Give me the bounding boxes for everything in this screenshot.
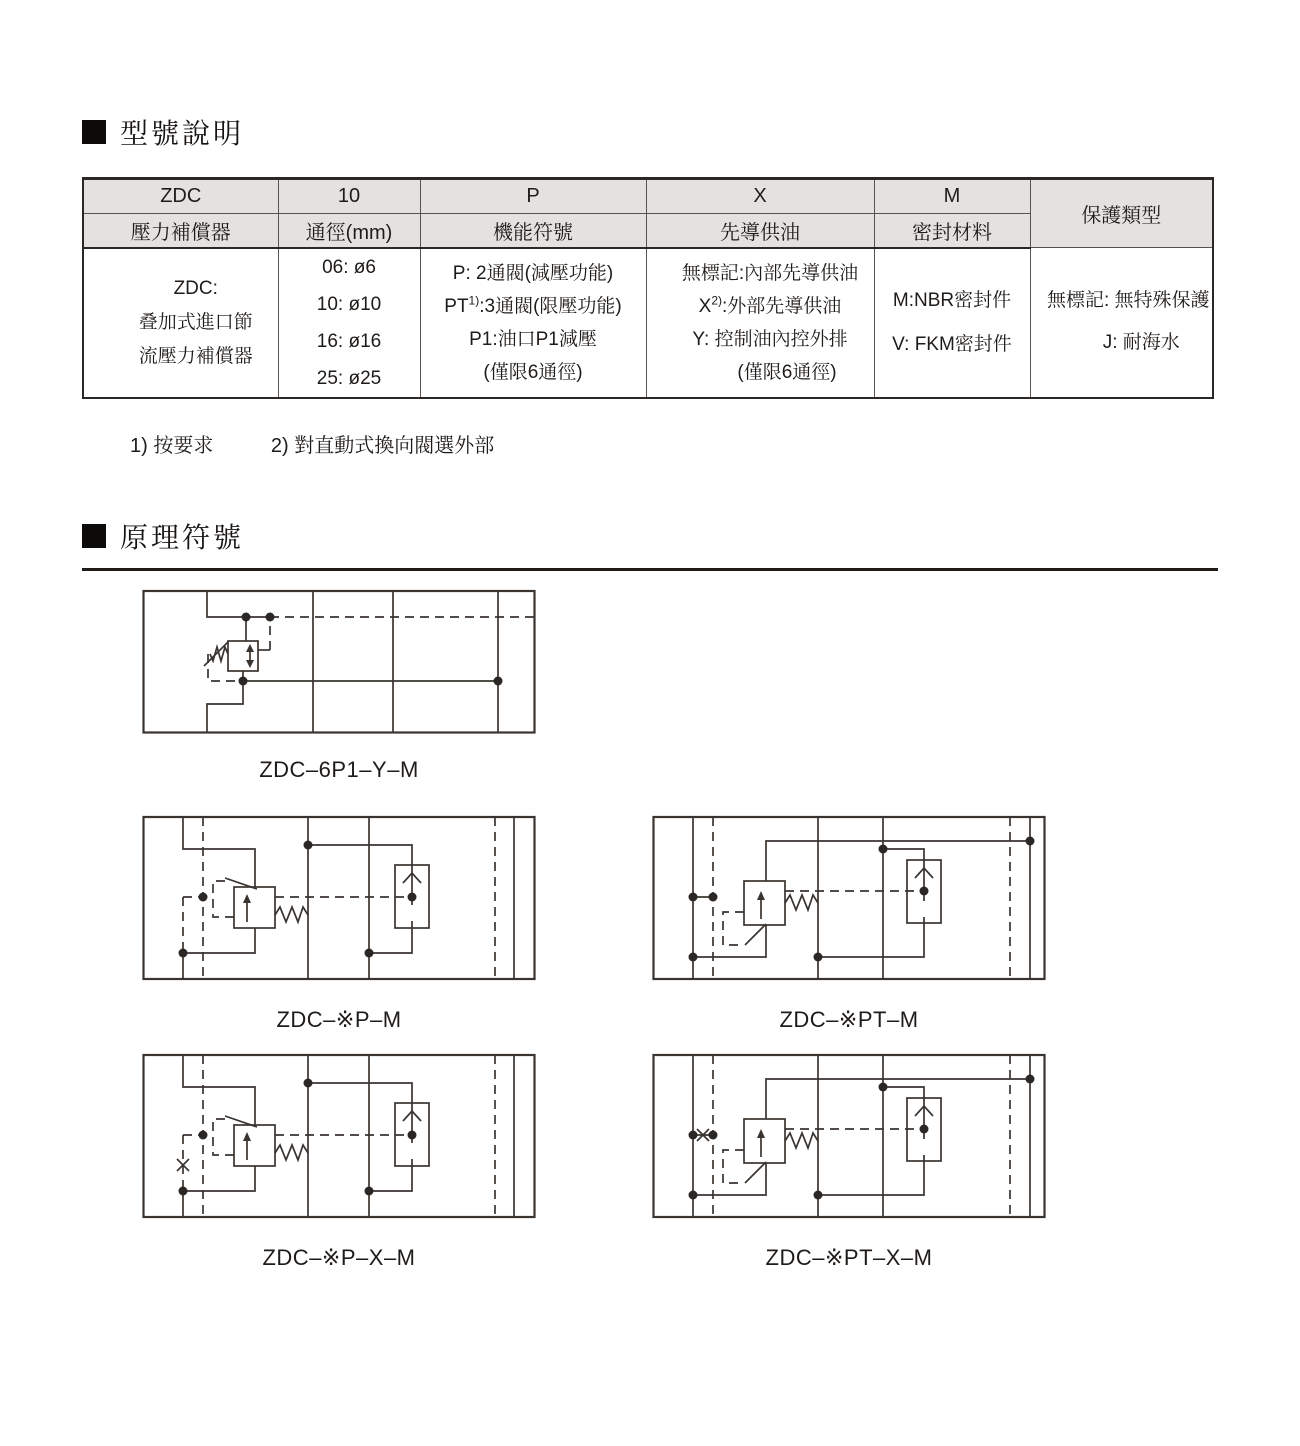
protection-seawater: J: 耐海水 <box>1102 332 1180 354</box>
footnote-1: 1) 按要求 <box>130 434 214 457</box>
seal-fkm: V: FKM密封件 <box>892 333 1012 355</box>
diagram-label: ZDC–※P–X–M <box>262 1245 416 1270</box>
section-marker-icon <box>82 524 106 548</box>
code-row <box>83 179 1213 214</box>
size-16: 16: ø16 <box>316 330 382 352</box>
schematic-zdc-pt-m <box>652 815 1046 1033</box>
diagram-label: ZDC–6P1–Y–M <box>259 757 419 782</box>
pt-desc: :3通閥(限壓功能) <box>479 295 622 317</box>
code-pilot: X <box>646 179 874 214</box>
cell-pilot <box>646 248 874 398</box>
schematic-zdc-pt-x-m <box>652 1053 1046 1271</box>
diagram-label: ZDC–※PT–X–M <box>765 1245 933 1270</box>
header-protection: 保護類型 <box>1030 179 1213 248</box>
reducing-valve-symbol <box>204 641 258 671</box>
label-pilot: 先導供油 <box>646 214 874 248</box>
function-line-p: P: 2通閥(減壓功能) <box>452 262 614 284</box>
cell-seal <box>874 248 1030 398</box>
diagram-label: ZDC–※PT–M <box>779 1007 919 1032</box>
schematic-drawing-4 <box>142 1053 536 1219</box>
label-seal: 密封材料 <box>874 214 1030 248</box>
cell-sizes <box>278 248 420 398</box>
code-size: 10 <box>278 179 420 214</box>
compensator-valve-symbol <box>213 1116 308 1166</box>
pilot-line-none: 無標記:內部先導供油 <box>681 262 859 284</box>
x-footnote-ref: 2) <box>711 293 723 308</box>
schematic-drawing-1 <box>142 588 536 736</box>
cell-series <box>83 248 278 398</box>
pt-code: PT <box>444 295 469 317</box>
diagram-label: ZDC–※P–M <box>276 1007 402 1032</box>
function-line-p1: P1:油口P1減壓 <box>469 328 597 350</box>
function-line-note: (僅限6通徑) <box>483 361 583 383</box>
series-line-3: 流壓力補償器 <box>138 345 253 367</box>
section-heading-model <box>82 112 1300 152</box>
code-seal: M <box>874 179 1030 214</box>
pilot-line-y: Y: 控制油內控外排 <box>692 328 848 350</box>
series-line-1: ZDC: <box>173 277 218 299</box>
label-function: 機能符號 <box>420 214 646 248</box>
footnotes <box>130 429 1300 458</box>
cell-protection <box>1030 248 1213 398</box>
label-size: 通徑(mm) <box>278 214 420 248</box>
code-function: P <box>420 179 646 214</box>
schematic-zdc-6p1-y-m <box>142 588 536 783</box>
x-code: X <box>698 295 712 317</box>
size-06: 06: ø6 <box>322 256 376 278</box>
function-line-pt <box>421 290 646 323</box>
body-row <box>83 248 1213 398</box>
protection-none: 無標記: 無特殊保護 <box>1046 290 1210 312</box>
size-25: 25: ø25 <box>316 367 382 389</box>
section-heading-schematic <box>82 516 1300 556</box>
label-compensator: 壓力補償器 <box>83 214 278 248</box>
cell-function <box>420 248 646 398</box>
section-title-schematic: 原理符號 <box>120 521 245 553</box>
schematic-drawing-3 <box>652 815 1046 981</box>
size-10: 10: ø10 <box>316 293 382 315</box>
code-zdc: ZDC <box>83 179 278 214</box>
compensator-valve-symbol <box>213 878 308 928</box>
schematic-zdc-p-m <box>142 815 536 1033</box>
schematic-drawing-2 <box>142 815 536 981</box>
seal-nbr: M:NBR密封件 <box>892 289 1012 311</box>
pilot-line-note: (僅限6通徑) <box>737 361 837 383</box>
pt-footnote-ref: 1) <box>468 293 480 308</box>
x-desc: :外部先導供油 <box>722 295 842 317</box>
section-divider <box>82 568 1218 571</box>
pilot-line-x <box>667 290 874 323</box>
series-line-2: 叠加式進口節 <box>138 311 253 333</box>
footnote-2: 2) 對直動式換向閥選外部 <box>270 434 495 457</box>
model-code-table <box>82 177 1214 399</box>
section-title-model: 型號說明 <box>120 118 245 149</box>
schematic-zdc-p-x-m <box>142 1053 536 1271</box>
section-marker-icon <box>82 120 106 144</box>
schematic-drawing-5 <box>652 1053 1046 1219</box>
